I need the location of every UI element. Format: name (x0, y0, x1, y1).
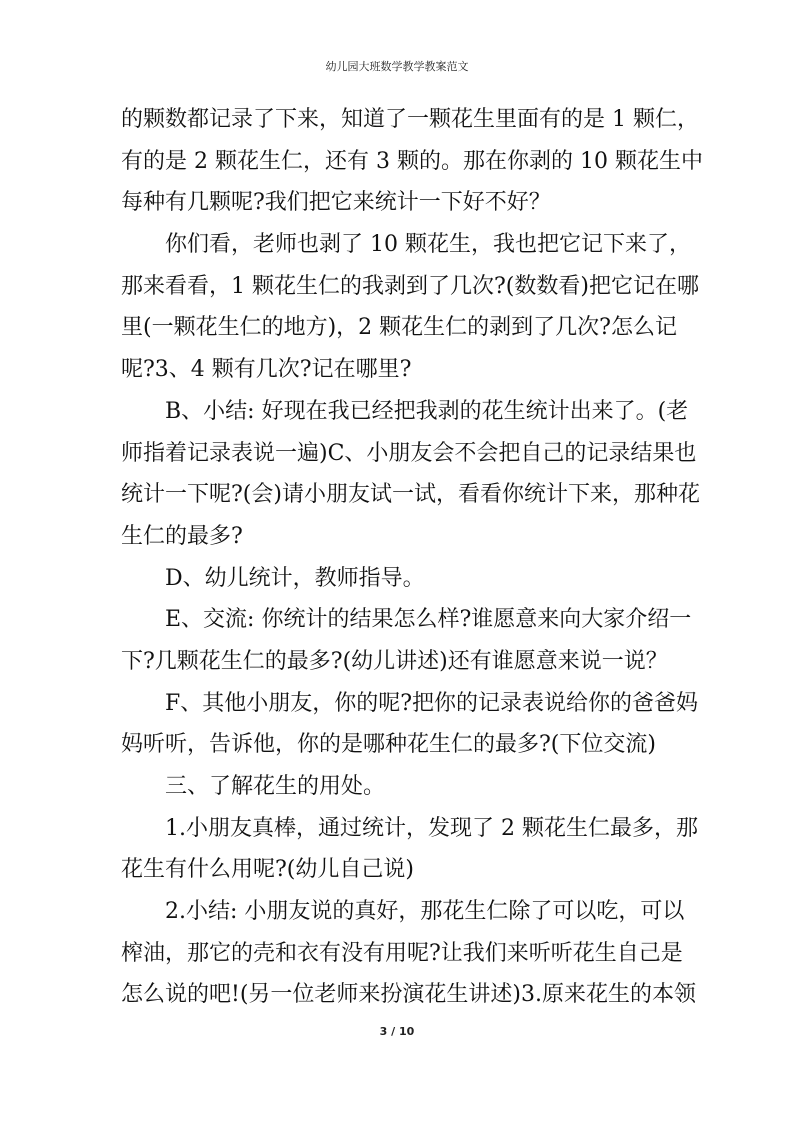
text-line: 花生有什么用呢?(幼儿自己说) (121, 857, 414, 883)
text-line: 下?几颗花生仁的最多?(幼儿讲述)还有谁愿意来说一说？ (121, 648, 668, 674)
text-line: 榨油，那它的壳和衣有没有用呢?让我们来听听花生自己是 (121, 940, 683, 966)
paragraph-first-line: E、交流: 你统计的结果怎么样?谁愿意来向大家介绍一 (165, 607, 692, 633)
text-line: 妈听听，告诉他，你的是哪种花生仁的最多?(下位交流) (121, 732, 656, 758)
section-heading: 三、了解花生的用处。 (165, 774, 386, 799)
text-line: 的颗数都记录了下来，知道了一颗花生里面有的是 1 颗仁， (121, 107, 699, 132)
paragraph-first-line: 你们看，老师也剥了 10 颗花生，我也把它记下来了， (165, 232, 691, 258)
text-line: 师指着记录表说一遍)C、小朋友会不会把自己的记录结果也 (121, 440, 697, 466)
text-line: 那来看看，1 颗花生仁的我剥到了几次?(数数看)把它记在哪 (121, 273, 699, 299)
paragraph-first-line: 2.小结: 小朋友说的真好，那花生仁除了可以吃，可以 (165, 899, 685, 925)
paragraph-first-line: B、小结: 好现在我已经把我剥的花生统计出来了。(老 (165, 398, 689, 424)
text-line: 呢?3、4 颗有几次?记在哪里? (121, 357, 412, 383)
document-body (121, 99, 703, 1016)
page-header: 幼儿园大班数学教学教案范文 (325, 60, 469, 73)
text-line: 里(一颗花生仁的地方)，2 颗花生仁的剥到了几次?怎么记 (121, 315, 677, 341)
text-line: 怎么说的吧!(另一位老师来扮演花生讲述)3.原来花生的本领 (121, 982, 696, 1008)
text-line: 生仁的最多? (121, 523, 243, 549)
page-number: 3 / 10 (379, 1025, 415, 1038)
text-line: 每种有几颗呢?我们把它来统计一下好不好？ (121, 190, 551, 216)
paragraph-first-line: 1.小朋友真棒，通过统计，发现了 2 颗花生仁最多，那 (165, 815, 698, 841)
paragraph-first-line: D、幼儿统计，教师指导。 (165, 565, 425, 591)
text-line: 有的是 2 颗花生仁，还有 3 颗的。那在你剥的 10 颗花生中 (121, 148, 703, 174)
text-line: 统计一下呢?(会)请小朋友试一试，看看你统计下来，那种花 (121, 482, 700, 508)
paragraph-first-line: F、其他小朋友，你的呢?把你的记录表说给你的爸爸妈 (165, 690, 699, 716)
